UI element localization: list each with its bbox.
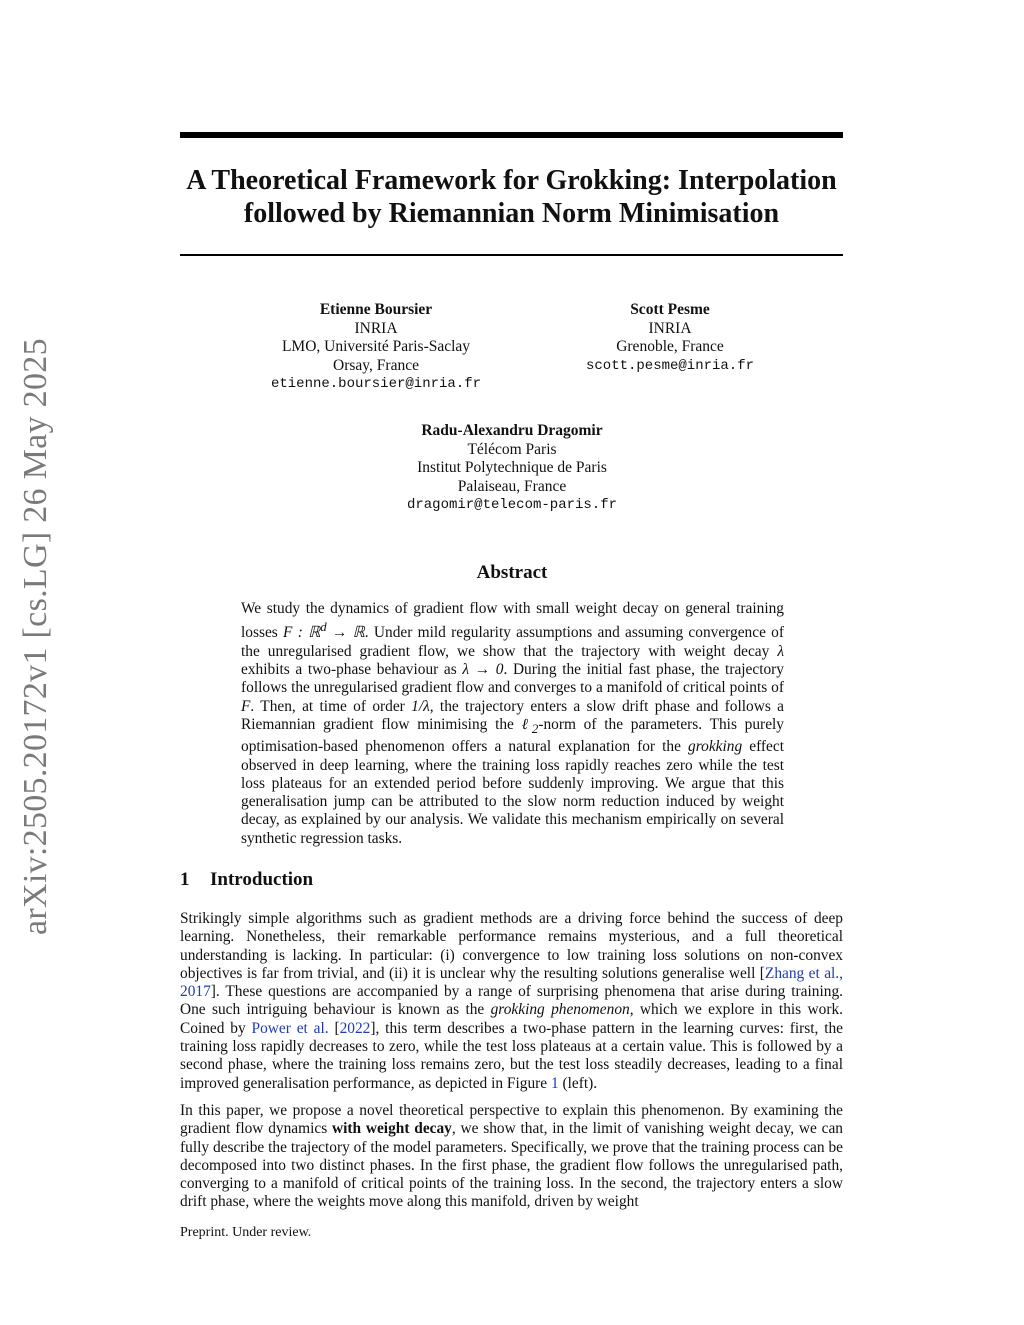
math-expression: F : ℝ$^d$ → ℝ bbox=[283, 620, 365, 642]
title-top-rule bbox=[180, 132, 843, 138]
title-line-1: A Theoretical Framework for Grokking: Interpolation bbox=[186, 165, 837, 196]
author-affiliation: Grenoble, France bbox=[616, 338, 724, 355]
emphasis: grokking bbox=[688, 738, 743, 756]
author-block-boursier bbox=[246, 301, 506, 394]
title-line-2: followed by Riemannian Norm Minimisation bbox=[243, 198, 780, 229]
citation-link[interactable]: Power et al. bbox=[251, 1019, 329, 1037]
math-expression: F bbox=[241, 697, 251, 715]
intro-paragraph-1: Strikingly simple algorithms such as gradient methods are a driving force behind the success of deep learning. Nonetheless, their remarkable performance remains mysterious, and a full theoretical understanding is lacking. In particular: (i) convergence to low training loss solutions on non-convex objectives is far from trivial, and (ii) it is unclear why the resulting solutions generalise well [Zhang et al., 2017]. These questions are accompanied by a range of surprising phenomena that arise during training. One such intriguing behaviour is known as the grokking phenomenon, which we explore in this work. Coined by Power et al. [2022], this term describes a two-phase pattern in the learning curves: first, the training loss rapidly decreases to zero, while the test loss plateaus at a certain value. This is followed by a second phase, where the training loss remains zero, but the test loss steadily decreases, leading to a final improved generalisation performance, as depicted in Figure 1 (left). bbox=[180, 910, 843, 1092]
abstract-heading: Abstract bbox=[476, 562, 548, 583]
author-affiliation: INRIA bbox=[648, 319, 692, 337]
bold-phrase: with weight decay bbox=[332, 1120, 452, 1138]
author-email[interactable]: scott.pesme@inria.fr bbox=[585, 357, 755, 374]
author-block-pesme bbox=[560, 301, 780, 375]
math-expression: 1/λ bbox=[411, 697, 430, 715]
math-expression: λ → 0 bbox=[462, 661, 504, 679]
title-bottom-rule bbox=[180, 254, 843, 256]
paper-title bbox=[170, 164, 853, 230]
author-affiliation: INRIA bbox=[354, 319, 398, 337]
author-affiliation: Institut Polytechnique de Paris bbox=[417, 459, 607, 476]
figure-reference-link[interactable]: 1 bbox=[550, 1074, 559, 1092]
section-heading-introduction bbox=[180, 869, 313, 891]
author-block-dragomir bbox=[382, 422, 642, 515]
author-email[interactable]: dragomir@telecom-paris.fr bbox=[406, 497, 618, 513]
section-number: 1 bbox=[180, 869, 190, 890]
footer-note: Preprint. Under review. bbox=[180, 1225, 312, 1240]
author-name: Etienne Boursier bbox=[319, 301, 433, 318]
citation-link[interactable]: 2022 bbox=[339, 1019, 371, 1037]
intro-paragraph-2: In this paper, we propose a novel theoretical perspective to explain this phenomenon. By examining the gradient flow dynamics with weight decay, we show that, in the limit of vanishing weight decay, we can fully describe the trajectory of the model parameters. Specifically, we prove that the training process can be decomposed into two distinct phases. In the first phase, the gradient flow follows the unregularised path, converging to a manifold of critical points of the training loss. In the second, the trajectory enters a slow drift phase, where the weights move along this manifold, driven by weight bbox=[180, 1102, 843, 1211]
author-affiliation: Télécom Paris bbox=[467, 440, 557, 458]
author-affiliation: Orsay, France bbox=[333, 356, 419, 374]
author-name: Scott Pesme bbox=[630, 301, 710, 318]
emphasis: grokking phenomenon bbox=[490, 1001, 630, 1019]
author-affiliation: LMO, Université Paris-Saclay bbox=[281, 338, 471, 355]
abstract-text: We study the dynamics of gradient flow with small weight decay on general training losses F : ℝ$^d$ → ℝ. Under mild regularity assumptions and assuming convergence of the unregularised gradient flow, we show that the trajectory with weight decay λ exhibits a two-phase behaviour as λ → 0. During the initial fast phase, the trajectory follows the unregularised gradient flow and converges to a manifold of critical points of F. Then, at time of order 1/λ, the trajectory enters a slow drift phase and follows a Riemannian gradient flow minimising the ℓ$_2$-norm of the parameters. This purely optimisation-based phenomenon offers a natural explanation for the grokking effect observed in deep learning, where the training loss rapidly reaches zero while the test loss plateaus for an extended period before suddenly improving. We argue that this generalisation jump can be attributed to the slow norm reduction induced by weight decay, as explained by our analysis. We validate this mechanism empirically on several synthetic regression tasks. bbox=[241, 600, 784, 847]
citation-link[interactable]: Zhang et al., 2017 bbox=[180, 964, 843, 1001]
author-name: Radu-Alexandru Dragomir bbox=[421, 422, 603, 439]
section-title: Introduction bbox=[210, 869, 314, 890]
math-expression: ℓ$_2$ bbox=[521, 715, 539, 736]
author-email[interactable]: etienne.boursier@inria.fr bbox=[270, 376, 482, 392]
math-expression: λ bbox=[777, 642, 784, 660]
author-affiliation: Palaiseau, France bbox=[457, 477, 567, 495]
arxiv-identifier: arXiv:2505.20172v1 [cs.LG] 26 May 2025 bbox=[17, 338, 54, 935]
